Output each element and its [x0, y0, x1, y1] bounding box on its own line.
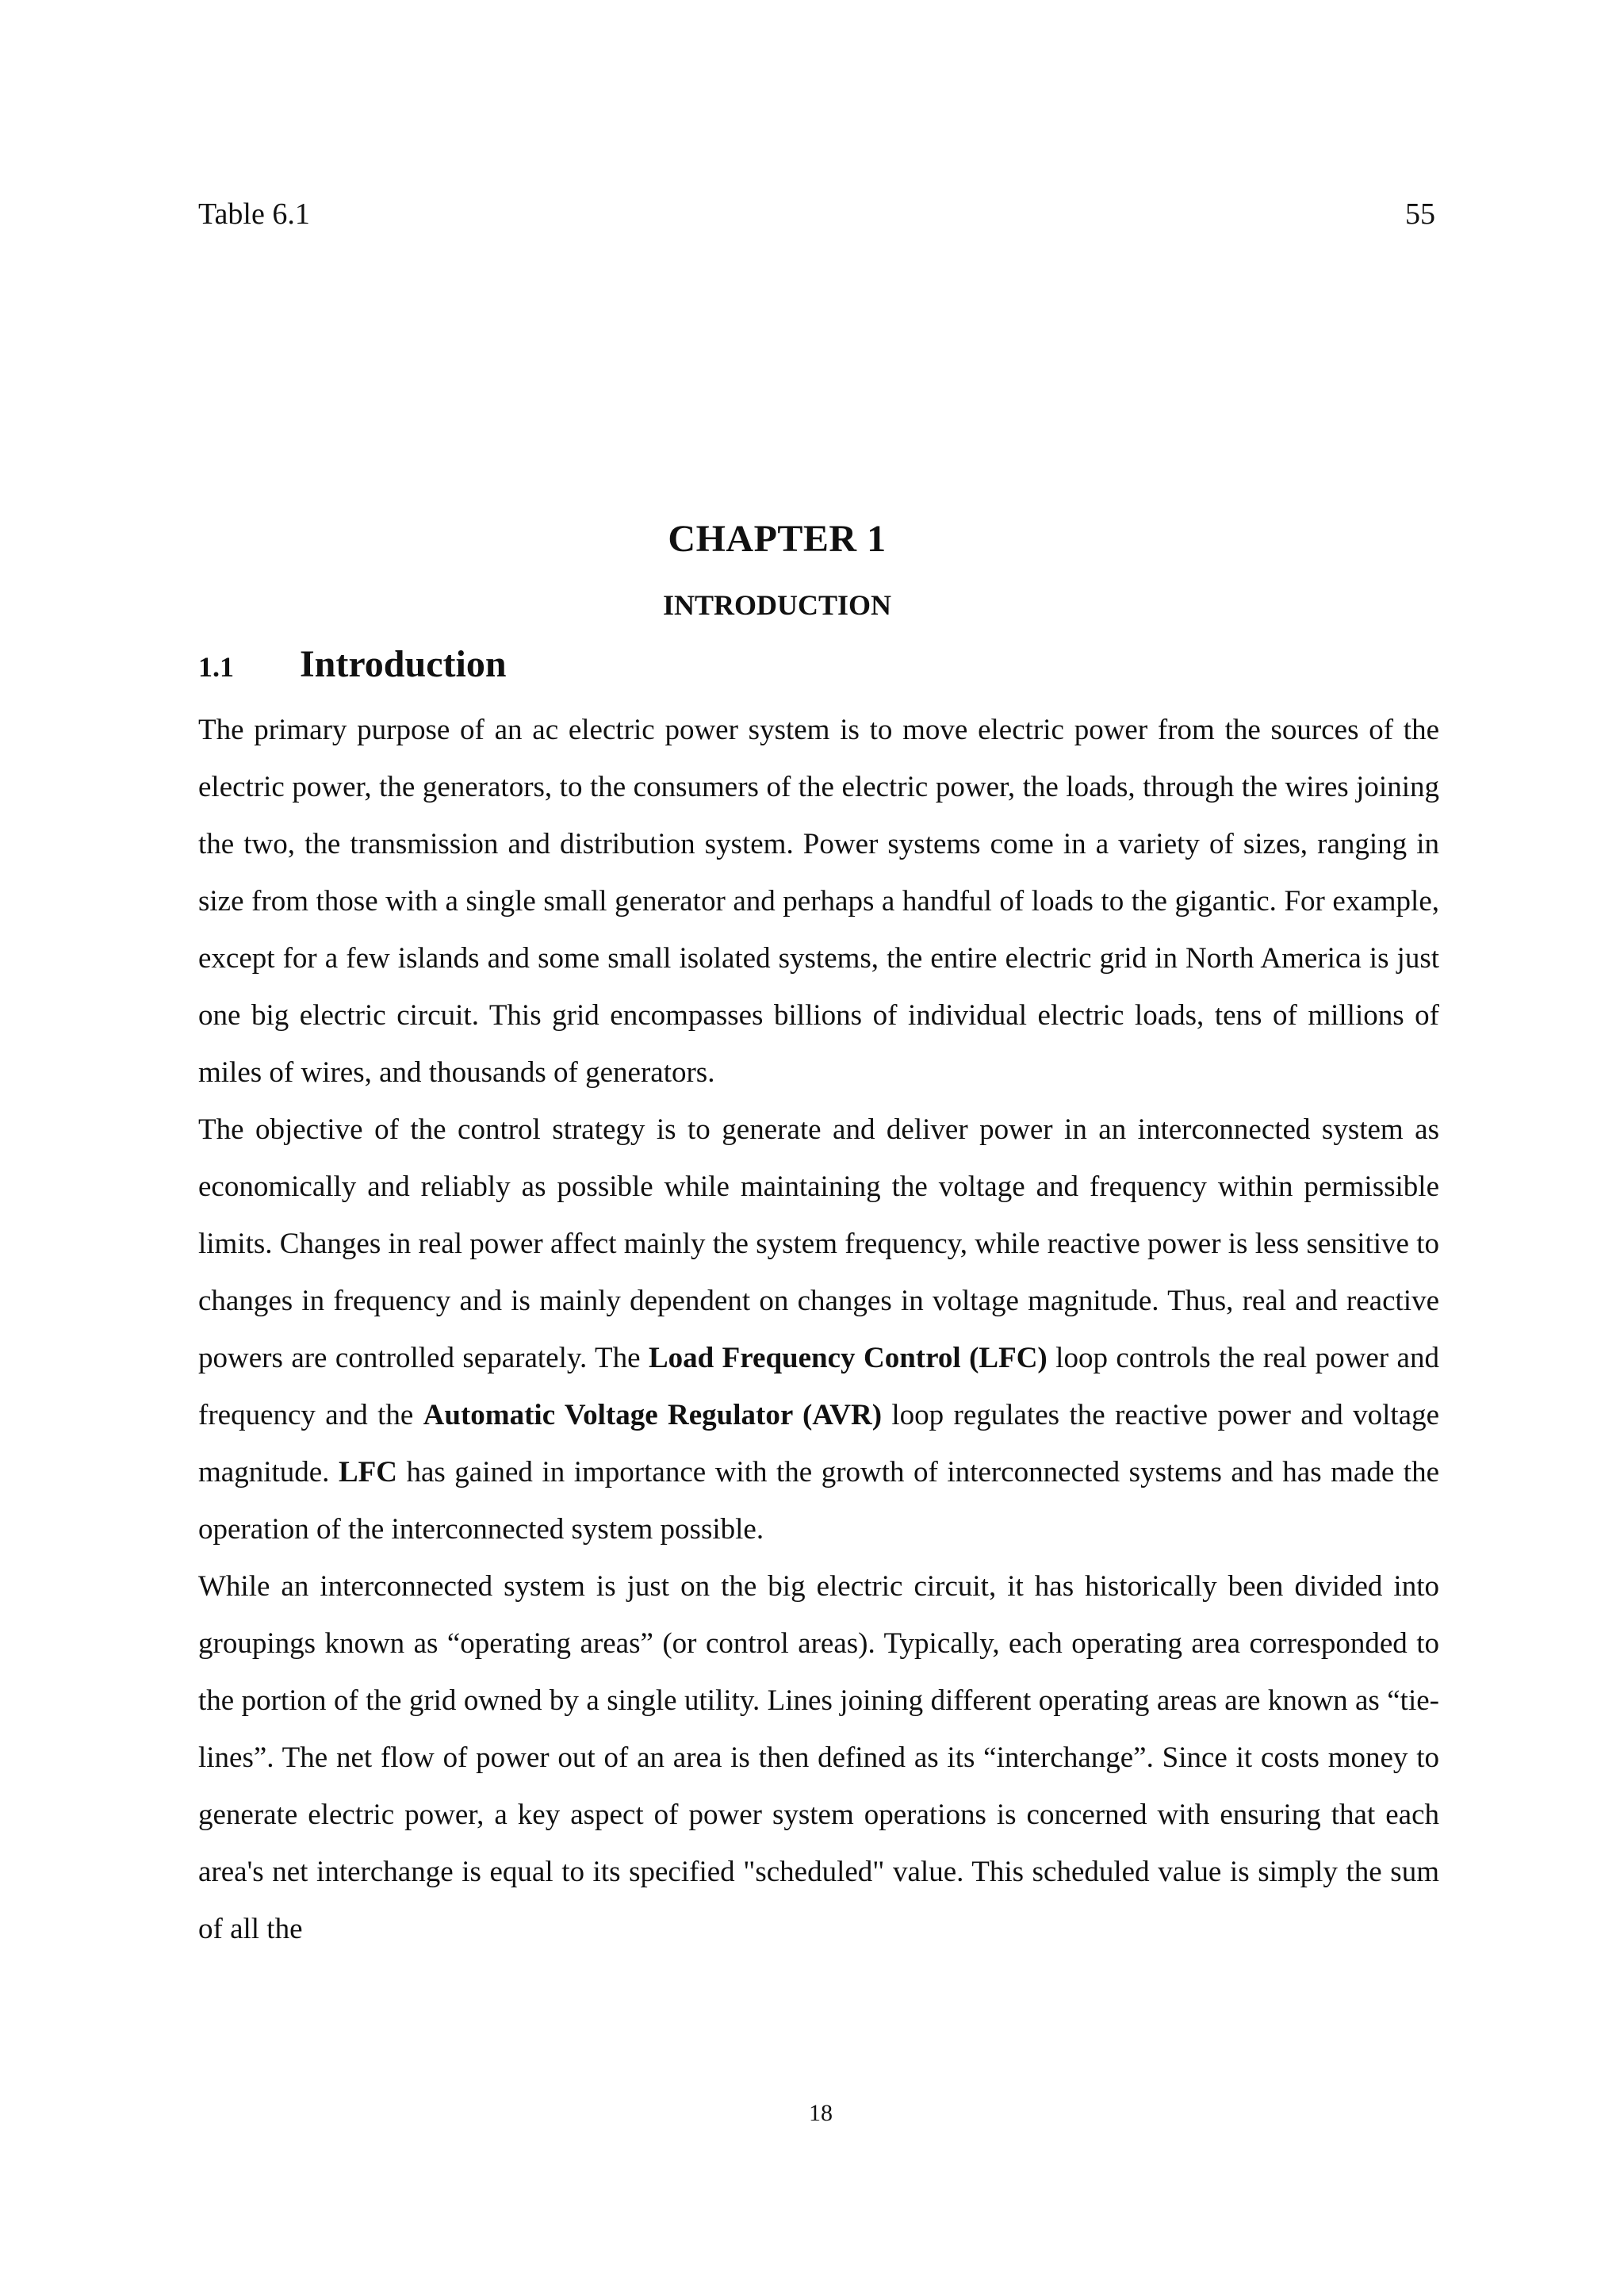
- toc-entry-page: 55: [1405, 197, 1435, 231]
- body-text: [198, 702, 1439, 1958]
- paragraph-2-text: has gained in importance with the growth of interconnected systems and has made the operation of the interconnected system possible.: [198, 1456, 1439, 1546]
- page-number: 18: [809, 2100, 833, 2126]
- bold-term-avr: Automatic Voltage Regulator (AVR): [423, 1399, 883, 1431]
- section-number: 1.1: [198, 651, 234, 683]
- paragraph-1: The primary purpose of an ac electric power system is to move electric power from the sources of the electric power, the generators, to the consumers of the electric power, the loads, through the wires joining the two, the transmission and distribution system. Power systems come in a variety of sizes, ranging in size from those with a single small generator and perhaps a handful of loads to the gigantic. For example, except for a few islands and some small isolated systems, the entire electric grid in North America is just one big electric circuit. This grid encompasses billions of individual electric loads, tens of millions of miles of wires, and thousands of generators.: [198, 714, 1439, 1089]
- paragraph-3: While an interconnected system is just on the big electric circuit, it has historically been divided into groupings known as “operating areas” (or control areas). Typically, each operating area corresponded to the portion of the grid owned by a single utility. Lines joining different operating areas are known as “tie-lines”. The net flow of power out of an area is then defined as its “interchange”. Since it costs money to generate electric power, a key aspect of power system operations is concerned with ensuring that each area's net interchange is equal to its specified "scheduled" value. This scheduled value is simply the sum of all the: [198, 1570, 1439, 1945]
- paragraph-2: [198, 1102, 1439, 1558]
- chapter-subtitle: INTRODUCTION: [662, 589, 892, 621]
- paragraph-2-text: The objective of the control strategy is to generate and deliver power in an interconnected system as economically and reliably as possible while maintaining the voltage and frequency within permissible limits. Changes in real power affect mainly the system frequency, while reactive power is less sensitive to changes in frequency and is mainly dependent on changes in voltage magnitude. Thus, real and reactive powers are controlled separately. The: [198, 1113, 1439, 1374]
- paragraph-2-text: loop controls the real power and frequency and the: [198, 1342, 1439, 1431]
- toc-entry-label: Table 6.1: [198, 197, 310, 231]
- section-title: Introduction: [300, 643, 507, 685]
- bold-term-lfc-short: LFC: [338, 1456, 397, 1488]
- bold-term-lfc: Load Frequency Control (LFC): [648, 1342, 1048, 1374]
- section-heading: [198, 641, 507, 697]
- chapter-title: CHAPTER 1: [668, 518, 887, 560]
- paragraph-2-text: loop regulates the reactive power and voltage magnitude.: [198, 1399, 1439, 1488]
